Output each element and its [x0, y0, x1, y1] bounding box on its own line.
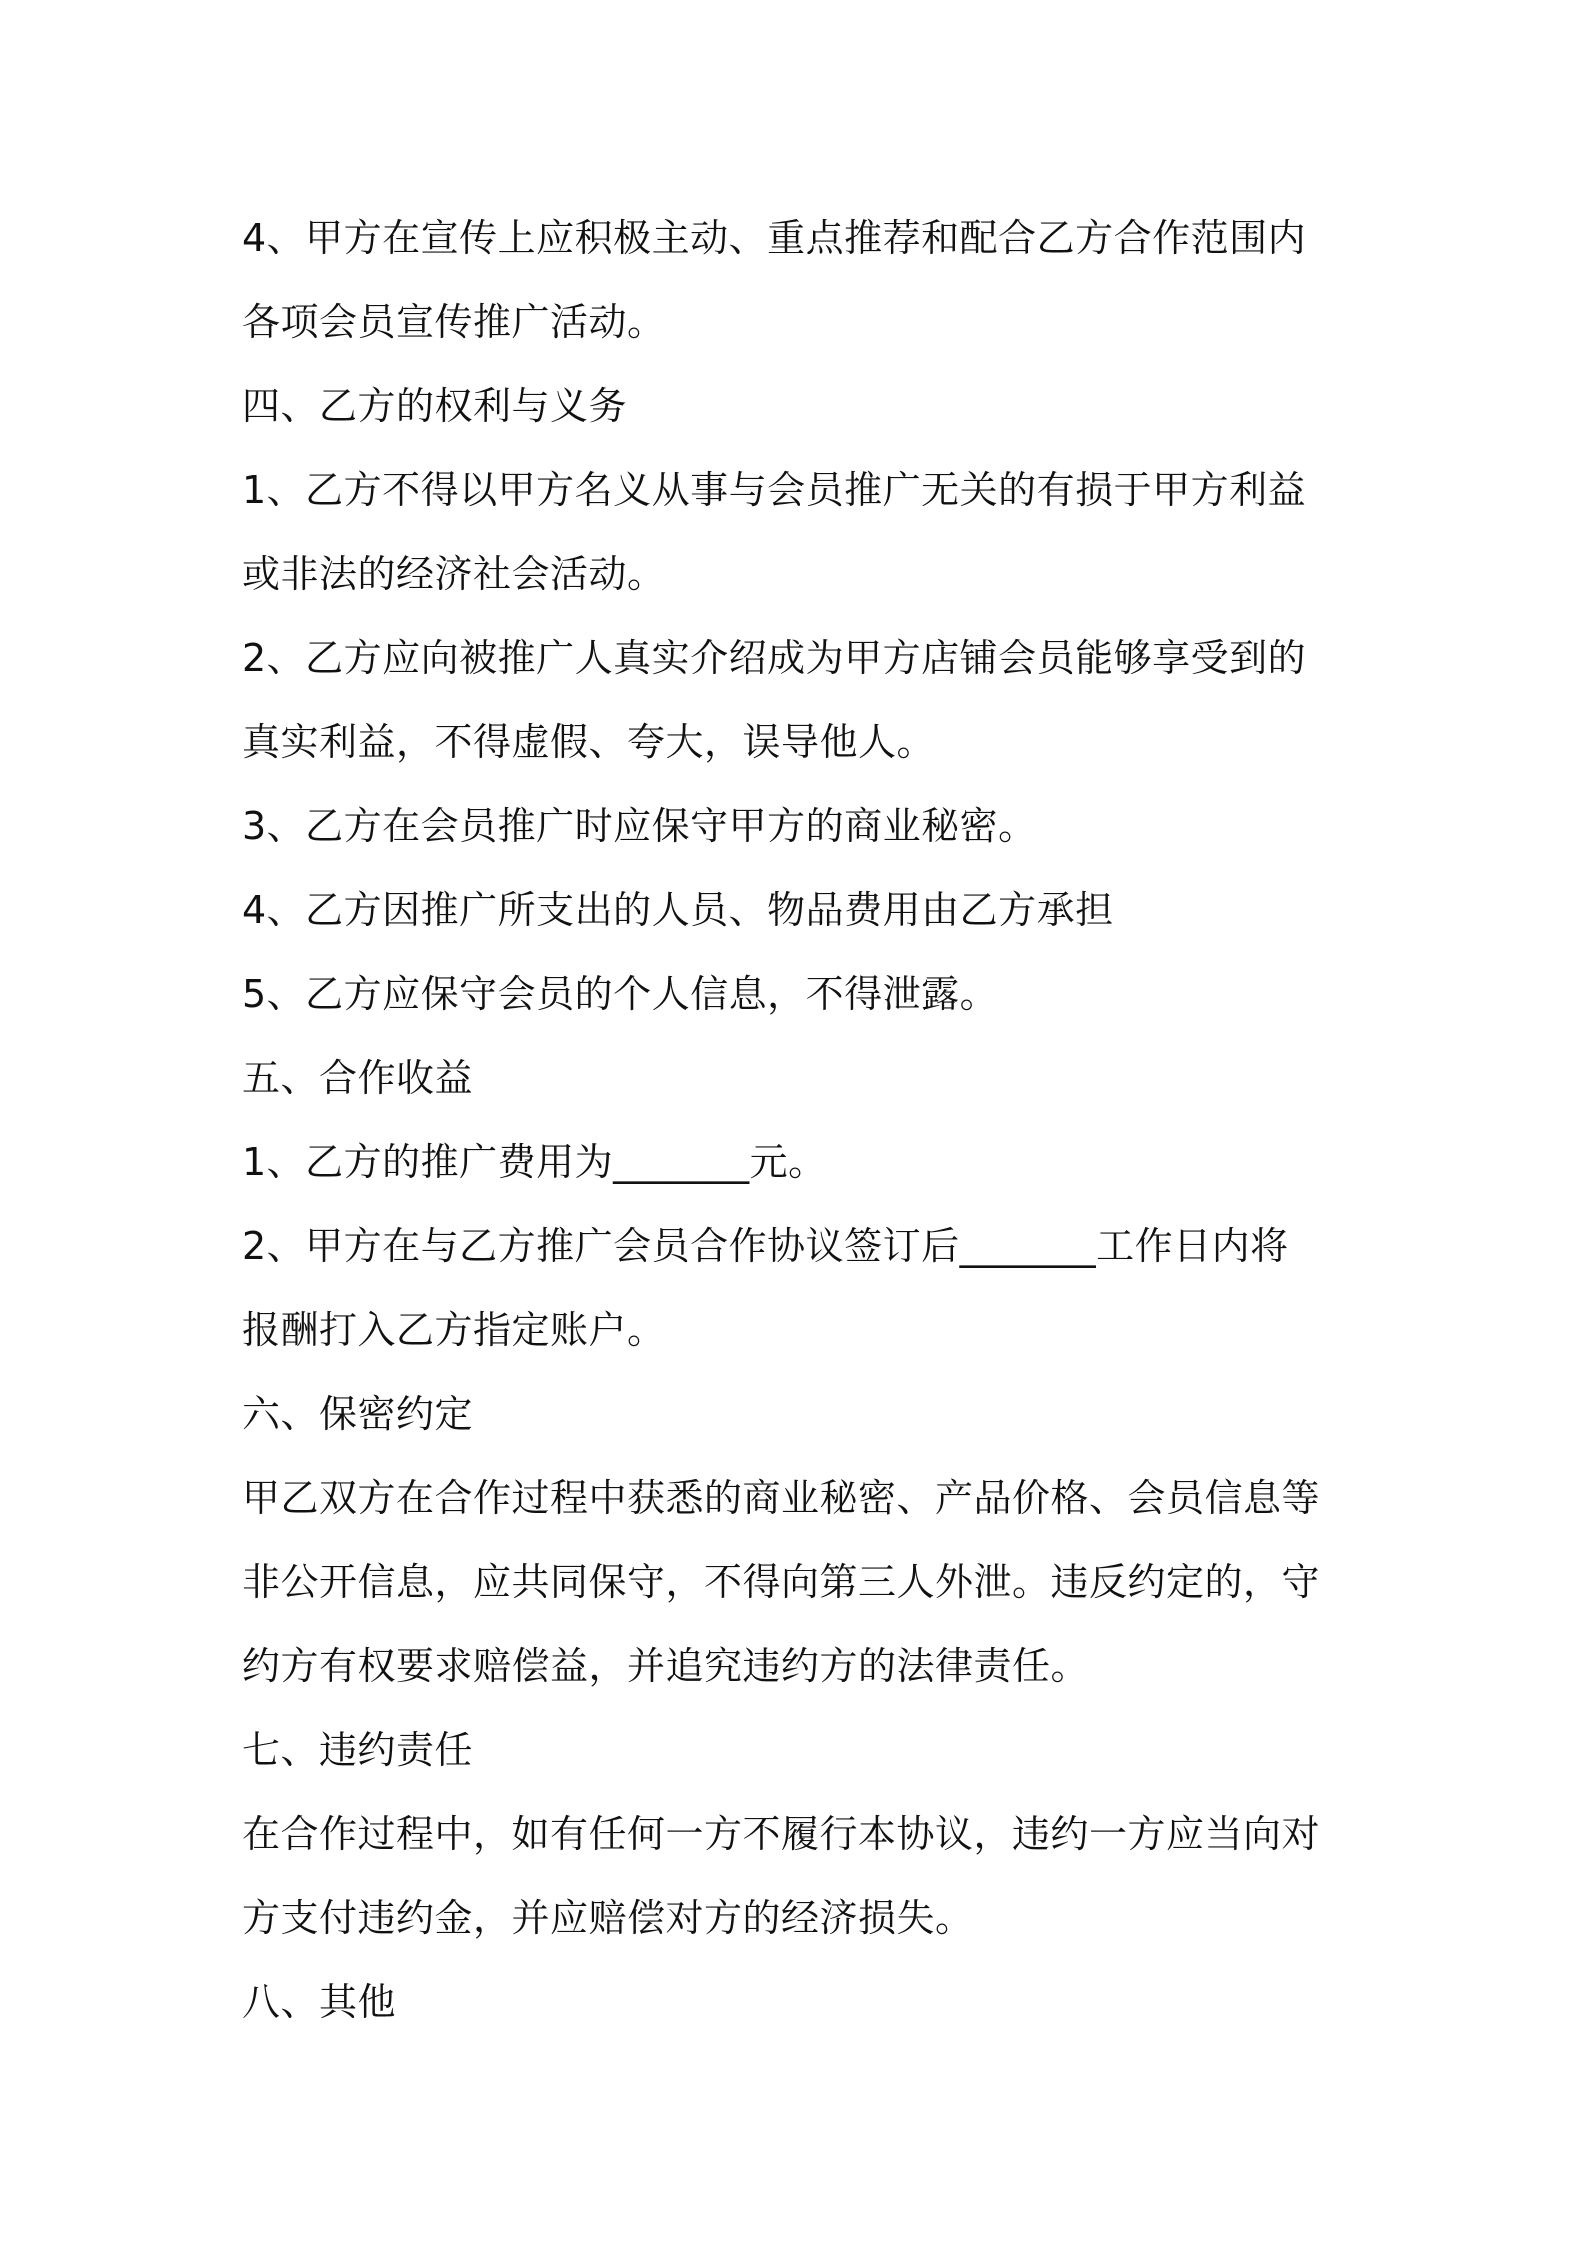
- clause-6-line-3: 约方有权要求赔偿益，并追究违约方的法律责任。: [242, 1644, 1090, 1688]
- document-body: [242, 196, 1362, 2044]
- section-heading-6: 六、保密约定: [242, 1392, 474, 1436]
- clause-4-5: 5、乙方应保守会员的个人信息，不得泄露。: [242, 972, 999, 1016]
- clause-4-2-line-2: 真实利益，不得虚假、夸大，误导他人。: [242, 720, 936, 764]
- clause-4-2-line-1: 2、乙方应向被推广人真实介绍成为甲方店铺会员能够享受到的: [242, 636, 1307, 680]
- section-heading-4: 四、乙方的权利与义务: [242, 384, 628, 428]
- clause-5-2-line-1: 2、甲方在与乙方推广会员合作协议签订后_______工作日内将: [242, 1224, 1289, 1268]
- section-heading-5: 五、合作收益: [242, 1056, 474, 1100]
- section-heading-7: 七、违约责任: [242, 1728, 474, 1772]
- clause-4-1-line-2: 或非法的经济社会活动。: [242, 552, 666, 596]
- clause-7-line-2: 方支付违约金，并应赔偿对方的经济损失。: [242, 1896, 974, 1940]
- clause-7-line-1: 在合作过程中，如有任何一方不履行本协议，违约一方应当向对: [242, 1812, 1321, 1856]
- clause-5-1: 1、乙方的推广费用为_______元。: [242, 1140, 827, 1184]
- section-heading-8: 八、其他: [242, 1980, 397, 2024]
- clause-3-4-line-2: 各项会员宣传推广活动。: [242, 300, 666, 344]
- clause-4-1-line-1: 1、乙方不得以甲方名义从事与会员推广无关的有损于甲方利益: [242, 468, 1307, 512]
- clause-4-3: 3、乙方在会员推广时应保守甲方的商业秘密。: [242, 804, 1037, 848]
- clause-4-4: 4、乙方因推广所支出的人员、物品费用由乙方承担: [242, 888, 1114, 932]
- clause-6-line-2: 非公开信息，应共同保守，不得向第三人外泄。违反约定的，守: [242, 1560, 1321, 1604]
- clause-3-4-line-1: 4、甲方在宣传上应积极主动、重点推荐和配合乙方合作范围内: [242, 216, 1307, 260]
- clause-6-line-1: 甲乙双方在合作过程中获悉的商业秘密、产品价格、会员信息等: [242, 1476, 1321, 1520]
- clause-5-2-line-2: 报酬打入乙方指定账户。: [242, 1308, 666, 1352]
